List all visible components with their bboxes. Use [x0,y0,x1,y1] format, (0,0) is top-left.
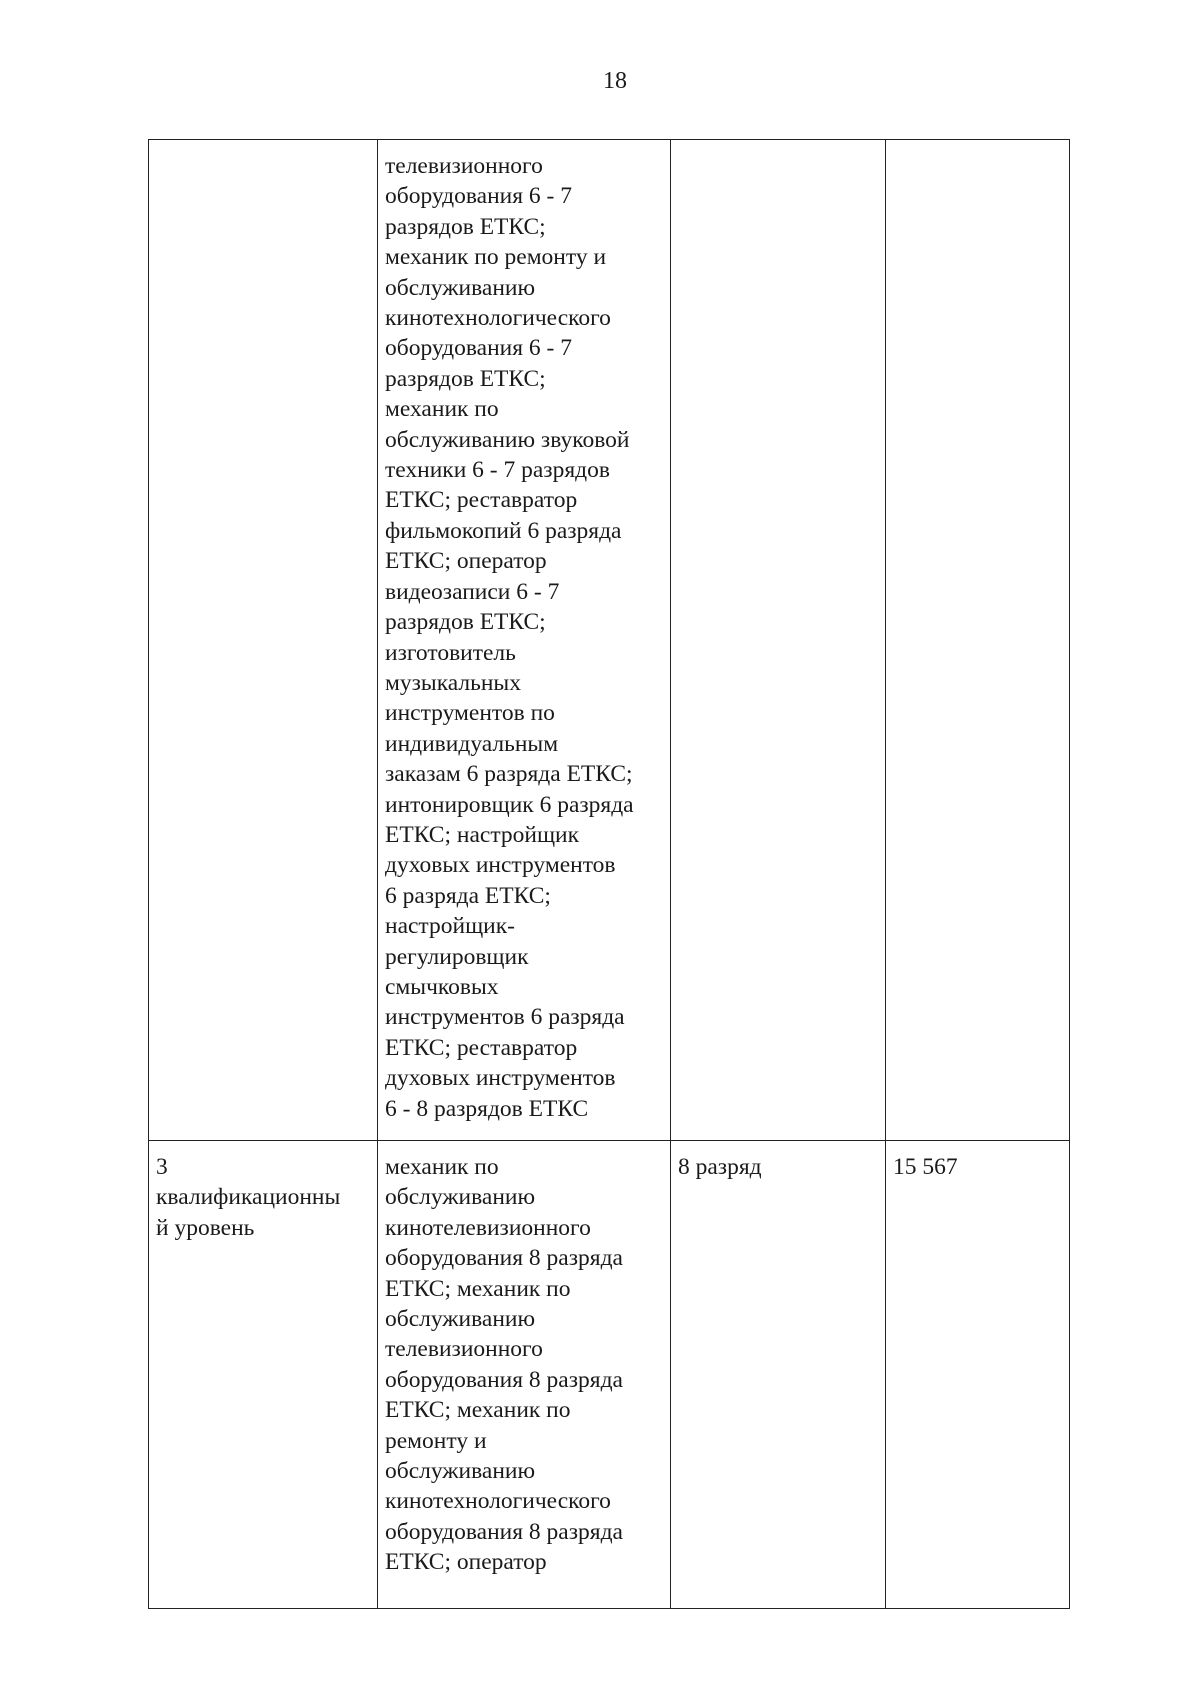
cell-text-line: смычковых [385,973,499,1000]
cell-text-line: оборудования 8 разряда [385,1245,623,1272]
cell-text-line: механик по ремонту и [385,244,607,271]
salary-cell [886,140,1070,1141]
professions-cell [378,140,671,1141]
grade-cell [671,140,886,1141]
table-row [149,140,1070,1141]
cell-text-line: изготовитель [385,639,516,666]
cell-text-line: ЕТКС; реставратор [385,1034,578,1061]
cell-text-line: й уровень [156,1214,255,1241]
cell-text-line: ЕТКС; оператор [385,1549,547,1576]
cell-text-line: духовых инструментов [385,852,616,879]
cell-text-line: инструментов по [385,700,555,727]
level-cell [149,1141,378,1609]
cell-text-line: разрядов ЕТКС; [385,365,546,392]
cell-text-line: заказам 6 разряда ЕТКС; [385,761,633,788]
cell-text-line: обслуживанию [385,274,536,301]
cell-text-line: оборудования 8 разряда [385,1366,623,1393]
cell-text-line: ремонту и [385,1427,487,1454]
cell-text-line: 3 [156,1154,168,1180]
cell-text-line: кинотелевизионного [385,1214,591,1241]
table-row [149,1141,1070,1609]
level-cell [149,140,378,1141]
cell-text-line: индивидуальным [385,730,559,757]
cell-text-line: 6 - 8 разрядов ЕТКС [385,1095,589,1122]
cell-text-line: видеозаписи 6 - 7 [385,578,560,605]
cell-text-line: квалификационны [156,1184,341,1211]
cell-text-line: ЕТКС; оператор [385,548,547,575]
cell-text-line: обслуживанию [385,1306,536,1333]
cell-text-line: ЕТКС; механик по [385,1275,571,1302]
cell-text-line: настройщик- [385,913,515,940]
cell-text-line: телевизионного [385,1336,543,1363]
cell-text-line: техники 6 - 7 разрядов [385,457,610,484]
cell-text-line: духовых инструментов [385,1065,616,1092]
cell-text-line: ЕТКС; механик по [385,1397,571,1424]
professions-cell [378,1141,671,1609]
cell-text-line: обслуживанию [385,1184,536,1211]
cell-text-line: ЕТКС; реставратор [385,487,578,514]
cell-text-line: обслуживанию звуковой [385,426,630,453]
cell-text-line: обслуживанию [385,1458,536,1485]
cell-text-line: оборудования 8 разряда [385,1518,623,1545]
cell-text-line: 6 разряда ЕТКС; [385,882,551,909]
cell-text-line: фильмокопий 6 разряда [385,517,622,544]
cell-text-line: оборудования 6 - 7 [385,335,573,362]
cell-text-line: интонировщик 6 разряда [385,791,634,818]
cell-text-line: разрядов ЕТКС; [385,213,546,240]
page-number: 18 [603,68,627,94]
cell-text-line: механик по [385,1154,499,1180]
cell-text-line: кинотехнологического [385,1488,611,1515]
grade-cell: 8 разряд [671,1141,886,1609]
salary-cell: 15 567 [886,1141,1070,1609]
cell-text-line: регулировщик [385,943,529,970]
cell-text-line: кинотехнологического [385,305,611,332]
qualification-table [148,139,1070,1609]
cell-text-line: телевизионного [385,153,543,179]
cell-text-line: оборудования 6 - 7 [385,183,573,210]
cell-text-line: механик по [385,396,499,423]
cell-text-line: музыкальных [385,669,521,696]
cell-text-line: инструментов 6 разряда [385,1004,625,1031]
cell-text-line: ЕТКС; настройщик [385,821,580,848]
cell-text-line: разрядов ЕТКС; [385,609,546,636]
